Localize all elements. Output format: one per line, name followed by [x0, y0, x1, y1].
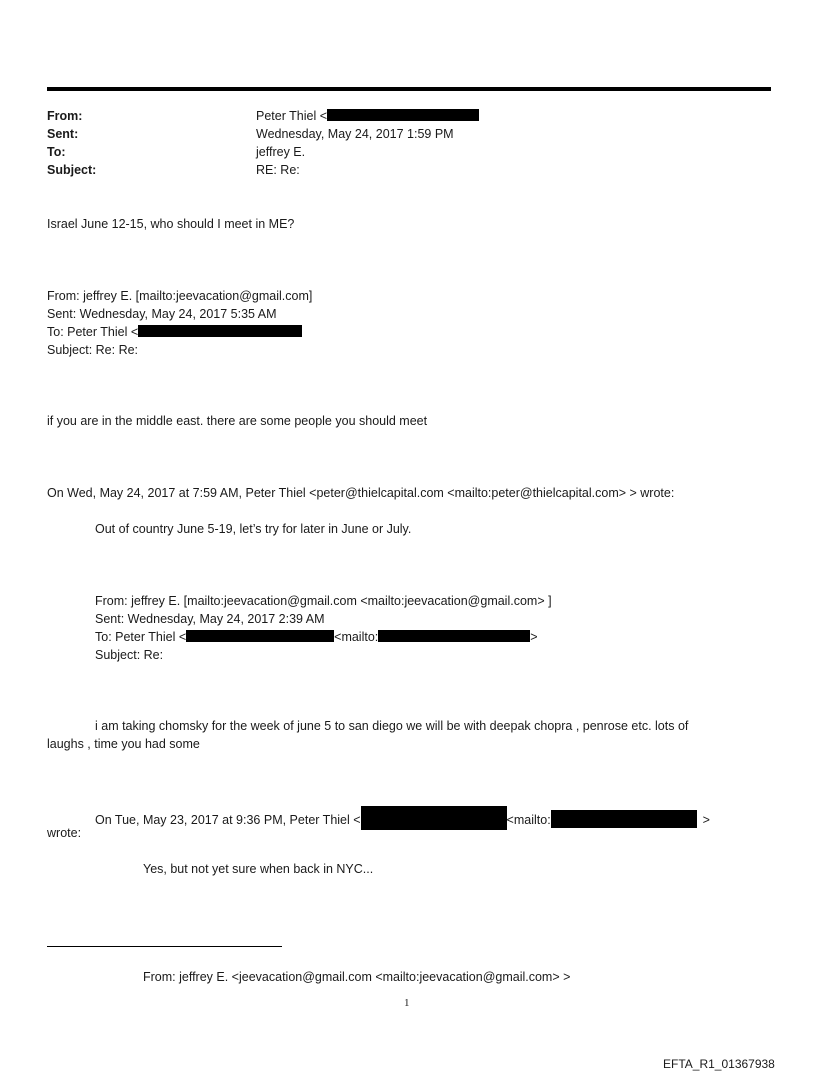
sent-value: Wednesday, May 24, 2017 1:59 PM: [256, 127, 454, 141]
quote1-body: if you are in the middle east. there are some people you should meet: [47, 414, 428, 428]
quote3-to-suffix: >: [530, 630, 538, 644]
header-rule: [47, 87, 771, 91]
from-label: From:: [47, 109, 83, 123]
quote4-attribution-mailto: <mailto:: [506, 813, 551, 827]
page-number: 1: [404, 997, 410, 1009]
redaction-box: [378, 630, 530, 642]
redaction-box: [327, 109, 479, 121]
quote4-attribution-wrap: wrote:: [47, 826, 82, 840]
quote4-attribution-prefix: On Tue, May 23, 2017 at 9:36 PM, Peter Thiel <: [95, 813, 361, 827]
message-body: Israel June 12-15, who should I meet in ME?: [47, 217, 295, 231]
quote4-body: Yes, but not yet sure when back in NYC...: [143, 862, 374, 876]
footnote-rule: [47, 946, 282, 947]
quote3-body-line1: i am taking chomsky for the week of june 5 to san diego we will be with deepak chopra , penrose etc. lots of: [95, 719, 689, 733]
quote1-to-text: To: Peter Thiel <: [47, 325, 139, 339]
subject-label: Subject:: [47, 163, 97, 177]
bates-number: EFTA_R1_01367938: [663, 1057, 775, 1071]
from-value-text: Peter Thiel <: [256, 109, 327, 123]
subject-value: RE: Re:: [256, 163, 300, 177]
quote3-from: From: jeffrey E. [mailto:jeevacation@gmail.com <mailto:jeevacation@gmail.com> ]: [95, 594, 552, 608]
redaction-box: [138, 325, 302, 337]
to-label: To:: [47, 145, 66, 159]
quote1-to: [47, 323, 302, 341]
quote4-attribution-suffix: >: [702, 813, 710, 827]
quote4-attribution: [95, 806, 710, 830]
sent-label: Sent:: [47, 127, 79, 141]
quote3-to: [95, 628, 538, 646]
footer-from-line: From: jeffrey E. <jeevacation@gmail.com <mailto:jeevacation@gmail.com> >: [143, 970, 571, 984]
quote1-subject: Subject: Re: Re:: [47, 343, 139, 357]
quote3-to-prefix: To: Peter Thiel <: [95, 630, 187, 644]
quote2-attribution: On Wed, May 24, 2017 at 7:59 AM, Peter Thiel <peter@thielcapital.com <mailto:peter@thielcapital.com> > wrote:: [47, 486, 675, 500]
quote1-sent: Sent: Wednesday, May 24, 2017 5:35 AM: [47, 307, 277, 321]
quote3-body-line2: laughs , time you had some: [47, 737, 200, 751]
to-value: jeffrey E.: [256, 145, 306, 159]
quote3-to-mailto: <mailto:: [334, 630, 379, 644]
quote1-from: From: jeffrey E. [mailto:jeevacation@gmail.com]: [47, 289, 313, 303]
quote3-subject: Subject: Re:: [95, 648, 164, 662]
quote2-body: Out of country June 5-19, let’s try for later in June or July.: [95, 522, 412, 536]
quote3-sent: Sent: Wednesday, May 24, 2017 2:39 AM: [95, 612, 325, 626]
redaction-box: [361, 806, 507, 830]
from-value: [256, 107, 479, 125]
redaction-box: [186, 630, 334, 642]
redaction-box: [551, 810, 697, 828]
